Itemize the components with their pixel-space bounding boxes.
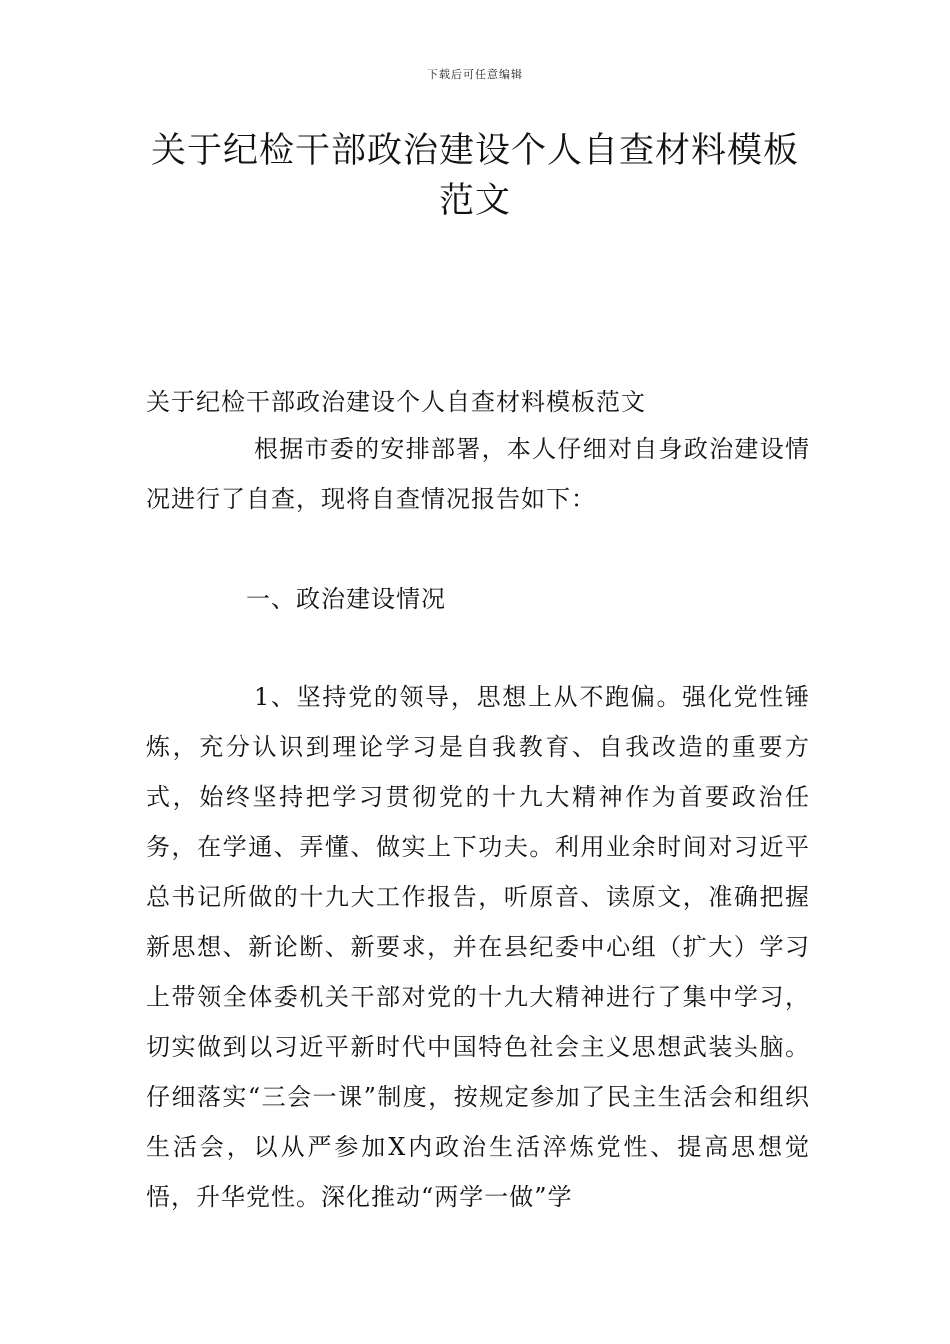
intro-paragraph: 根据市委的安排部署，本人仔细对自身政治建设情况进行了自查，现将自查情况报告如下： (146, 435, 810, 513)
section-heading: 一、政治建设情况 (246, 585, 446, 613)
document-subtitle: 关于纪检干部政治建设个人自查材料模板范文 (146, 388, 646, 416)
header-note: 下载后可任意编辑 (427, 68, 523, 81)
document-title: 关于纪检干部政治建设个人自查材料模板范文 (150, 131, 799, 221)
body-paragraph: 1、坚持党的领导，思想上从不跑偏。强化党性锤炼，充分认识到理论学习是自我教育、自我改造的重要方式，始终坚持把学习贯彻党的十九大精神作为首要政治任务，在学通、弄懂、做实上下功夫。利用业余时间对习近平总书记所做的十九大工作报告，听原音、读原文，准确把握新思想、新论断、新要求，并在县纪委中心组（扩大）学习上带领全体委机关干部对党的十九大精神进行了集中学习，切实做到以习近平新时代中国特色社会主义思想武装头脑。仔细落实“三会一课”制度，按规定参加了民主生活会和组织生活会，以从严参加X内政治生活淬炼党性、提高思想觉悟，升华党性。深化推动“两学一做”学 (146, 683, 810, 1211)
